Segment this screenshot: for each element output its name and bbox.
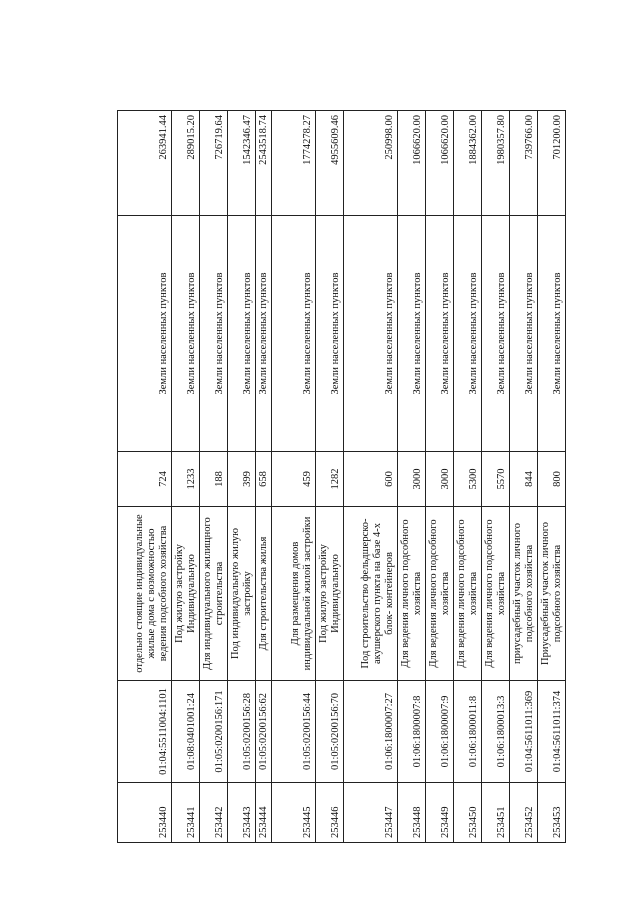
cadastral-value: 1066620.00 <box>398 111 426 216</box>
row-number: 253446 <box>316 783 344 843</box>
permitted-use: Приусадебный участок личного подсобного хозяйства <box>538 507 566 681</box>
land-category: Земли населенных пунктов <box>228 216 256 452</box>
table-row <box>454 111 482 843</box>
row-number: 253448 <box>398 783 426 843</box>
cadastral-value: 739766.00 <box>510 111 538 216</box>
cadastral-number: 01:06:1800011:8 <box>454 681 482 783</box>
row-number: 253443 <box>228 783 256 843</box>
land-category: Земли населенных пунктов <box>344 216 398 452</box>
permitted-use: Для строительства жилья <box>256 507 272 681</box>
permitted-use: Под строительство фельдшерско-акушерского пункта на базе 4-х блок- контейнеров <box>344 507 398 681</box>
table-row <box>398 111 426 843</box>
area: 459 <box>272 452 316 507</box>
cadastral-number: 01:06:1800007:27 <box>344 681 398 783</box>
cadastral-number: 01:05:0200156:28 <box>228 681 256 783</box>
area: 3000 <box>398 452 426 507</box>
land-category: Земли населенных пунктов <box>510 216 538 452</box>
area: 600 <box>344 452 398 507</box>
table-row <box>538 111 566 843</box>
land-category: Земли населенных пунктов <box>118 216 172 452</box>
table-row <box>344 111 398 843</box>
land-category: Земли населенных пунктов <box>200 216 228 452</box>
cadastral-value: 2543518.74 <box>256 111 272 216</box>
cadastral-number: 01:05:0200156:70 <box>316 681 344 783</box>
cadastral-value: 1542346.47 <box>228 111 256 216</box>
permitted-use: Под жилую застройку Индивидуальную <box>316 507 344 681</box>
land-category: Земли населенных пунктов <box>272 216 316 452</box>
cadastral-number: 01:04:5611011:374 <box>538 681 566 783</box>
row-number: 253442 <box>200 783 228 843</box>
cadastral-value: 1980357.80 <box>482 111 510 216</box>
table-row <box>316 111 344 843</box>
area: 3000 <box>426 452 454 507</box>
permitted-use: Для ведения личного подсобного хозяйства <box>398 507 426 681</box>
area: 844 <box>510 452 538 507</box>
land-category: Земли населенных пунктов <box>256 216 272 452</box>
table-row <box>200 111 228 843</box>
table-row <box>272 111 316 843</box>
area: 188 <box>200 452 228 507</box>
rotated-table-container <box>117 111 563 843</box>
land-category: Земли населенных пунктов <box>454 216 482 452</box>
row-number: 253444 <box>256 783 272 843</box>
row-number: 253453 <box>538 783 566 843</box>
cadastral-value: 726719.64 <box>200 111 228 216</box>
area: 5570 <box>482 452 510 507</box>
table-row <box>482 111 510 843</box>
permitted-use: Для ведения личного подсобного хозяйства <box>454 507 482 681</box>
row-number: 253441 <box>172 783 200 843</box>
cadastral-number: 01:06:1800007:8 <box>398 681 426 783</box>
table-row <box>118 111 172 843</box>
land-category: Земли населенных пунктов <box>316 216 344 452</box>
table-row <box>256 111 272 843</box>
permitted-use: Для индивидуального жилищного строительства <box>200 507 228 681</box>
land-category: Земли населенных пунктов <box>482 216 510 452</box>
land-category: Земли населенных пунктов <box>398 216 426 452</box>
row-number: 253449 <box>426 783 454 843</box>
cadastral-number: 01:05:0200156:44 <box>272 681 316 783</box>
row-number: 253450 <box>454 783 482 843</box>
cadastral-number: 01:06:1800013:3 <box>482 681 510 783</box>
area: 800 <box>538 452 566 507</box>
area: 1233 <box>172 452 200 507</box>
area: 658 <box>256 452 272 507</box>
land-registry-table <box>117 110 566 843</box>
land-category: Земли населенных пунктов <box>538 216 566 452</box>
permitted-use: отдельно стоящие индивидуальные жилые дома с возможностью ведения подсобного хозяйства <box>118 507 172 681</box>
cadastral-value: 250998.00 <box>344 111 398 216</box>
cadastral-number: 01:04:5611011:369 <box>510 681 538 783</box>
area: 724 <box>118 452 172 507</box>
cadastral-value: 701200.00 <box>538 111 566 216</box>
land-category: Земли населенных пунктов <box>426 216 454 452</box>
table-row <box>172 111 200 843</box>
cadastral-number: 01:05:0200156:171 <box>200 681 228 783</box>
permitted-use: Под индивидуальную жилую застройку <box>228 507 256 681</box>
permitted-use: Под жилую застройку Индивидуальную <box>172 507 200 681</box>
permitted-use: Для ведения личного подсобного хозяйства <box>482 507 510 681</box>
cadastral-value: 1066620.00 <box>426 111 454 216</box>
table-row <box>426 111 454 843</box>
permitted-use: приусадебный участок личного подсобного хозяйства <box>510 507 538 681</box>
cadastral-number: 01:04:5511004:1101 <box>118 681 172 783</box>
area: 1282 <box>316 452 344 507</box>
table-row <box>510 111 538 843</box>
cadastral-value: 1774278.27 <box>272 111 316 216</box>
table-row <box>228 111 256 843</box>
row-number: 253440 <box>118 783 172 843</box>
permitted-use: Для размещения домов индивидуальной жилой застройки <box>272 507 316 681</box>
land-category: Земли населенных пунктов <box>172 216 200 452</box>
cadastral-number: 01:06:1800007:9 <box>426 681 454 783</box>
cadastral-value: 4955609.46 <box>316 111 344 216</box>
permitted-use: Для ведения личного подсобного хозяйства <box>426 507 454 681</box>
area: 399 <box>228 452 256 507</box>
cadastral-value: 289015.20 <box>172 111 200 216</box>
area: 5300 <box>454 452 482 507</box>
row-number: 253447 <box>344 783 398 843</box>
cadastral-value: 1884362.00 <box>454 111 482 216</box>
cadastral-number: 01:08:0401001:24 <box>172 681 200 783</box>
row-number: 253445 <box>272 783 316 843</box>
row-number: 253452 <box>510 783 538 843</box>
cadastral-number: 01:05:0200156:62 <box>256 681 272 783</box>
cadastral-value: 263941.44 <box>118 111 172 216</box>
row-number: 253451 <box>482 783 510 843</box>
